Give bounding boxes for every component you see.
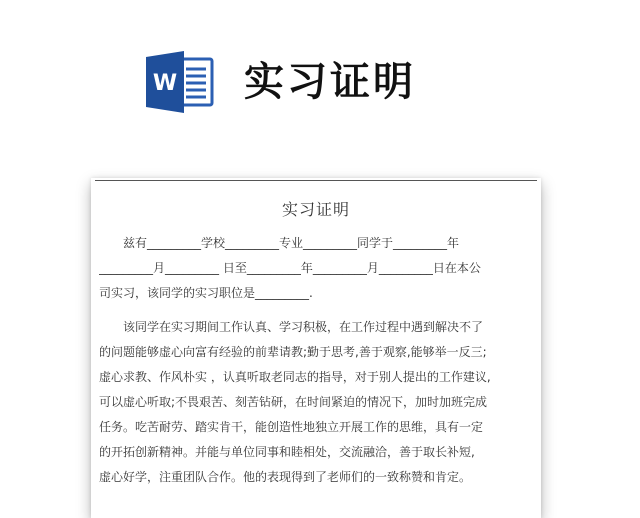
- document-page: [91, 178, 541, 518]
- document-title: 实习证明: [281, 200, 350, 219]
- page-top-rule: [95, 180, 537, 181]
- paragraph-gap: [99, 310, 537, 319]
- paragraph1-line: _________月_________ 日至_________年_________月_________日在本公: [99, 261, 481, 275]
- paragraph2-line: 任务。吃苦耐劳、踏实肯干，能创造性地独立开展工作的思维，具有一定: [99, 420, 484, 434]
- header-banner: [0, 0, 640, 160]
- paragraph2-line: 虚心求教、作风朴实 ，认真听取老同志的指导，对于别人提出的工作建议,: [99, 370, 491, 384]
- word-logo-icon: [146, 51, 216, 113]
- paragraph2-line: 该同学在实习期间工作认真、学习积极，在工作过程中遇到解决不了: [99, 320, 484, 334]
- word-logo-letter: W: [152, 71, 178, 96]
- document-body: [99, 235, 537, 494]
- paragraph2-line: 的问题能够虚心向富有经验的前辈请教;勤于思考,善于观察,能够举一反三;: [99, 345, 487, 359]
- paragraph1-line: 司实习，该同学的实习职位是_________.: [99, 286, 313, 300]
- banner-title: 实习证明: [244, 59, 416, 105]
- paragraph2-line: 可以虚心听取;不畏艰苦、刻苦钻研，在时间紧迫的情况下，加时加班完成: [99, 395, 488, 409]
- paragraph2-line: 的开拓创新精神。并能与单位同事和睦相处，交流融洽，善于取长补短,: [99, 445, 475, 459]
- paragraph1-line: 兹有_________学校_________专业_________同学于_________年: [99, 236, 460, 250]
- paragraph2-line: 虚心好学，注重团队合作。他的表现得到了老师们的一致称赞和肯定。: [99, 470, 472, 484]
